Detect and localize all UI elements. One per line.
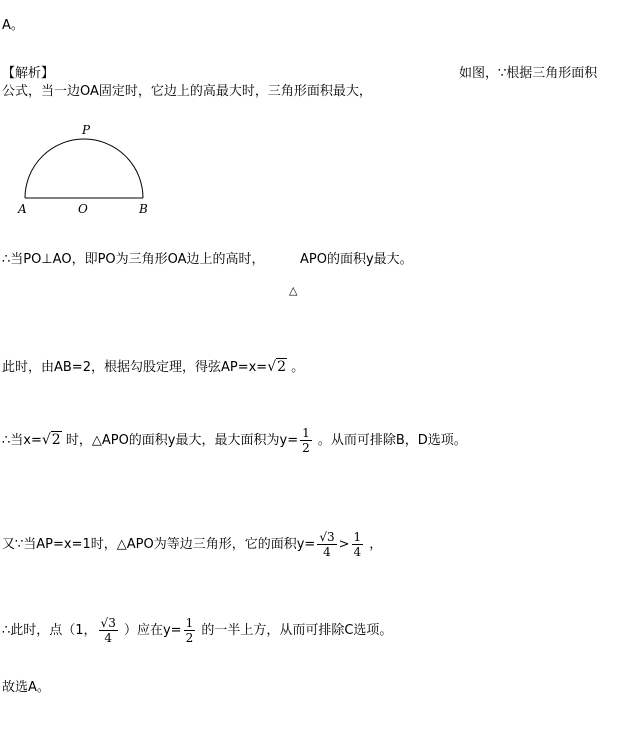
triangle-symbol: △ [289,284,298,297]
fraction-numerator: 1 [185,616,194,630]
sqrt-radicand: 2 [51,432,61,448]
fraction-one-half [300,426,312,455]
analysis-line5 [2,528,382,562]
label-o: O [78,202,88,216]
line3-end: 。 [291,360,305,375]
fraction-numerator: 1 [353,530,362,544]
fraction-numerator: √3 [100,616,116,630]
semicircle-figure [10,118,160,218]
analysis-line6 [2,614,392,648]
fraction-numerator: √3 [319,530,335,544]
label-a: A [18,202,27,216]
analysis-line2: ∴当PO⊥AO，即PO为三角形OA边上的高时， [2,252,265,267]
line5-text-b: ， [369,537,383,552]
conclusion: 故选A。 [2,680,50,695]
analysis-line2-right: APO的面积y最大。 [300,252,413,267]
line5-text-a: 又∵当AP=x=1时，△APO为等边三角形，它的面积y= [2,537,316,552]
fraction-denominator: 4 [323,545,331,559]
line6-text-b: ）应在y= [123,623,182,638]
fraction-numerator: 1 [302,426,310,440]
fraction-one-half [184,616,196,645]
line6-text-c: 的一半上方，从而可排除C选项。 [201,623,393,638]
fraction-sqrt3-over-4 [317,530,336,559]
line4-text-b: 时，△APO的面积y最大，最大面积为y= [65,433,299,448]
fraction-denominator: 4 [104,631,112,645]
fraction-sqrt3-over-4 [99,616,118,645]
analysis-line1-right: 如图，∵根据三角形面积 [459,66,598,81]
line4-text-a: ∴当x= [2,433,42,448]
line3-text: 此时，由AB=2，根据勾股定理，得弦AP=x= [2,360,268,375]
analysis-line4 [2,424,467,457]
semicircle-arc [25,139,143,198]
sqrt-two: √2 [41,432,61,448]
analysis-heading: 【解析】 [2,66,55,81]
fraction-denominator: 2 [185,631,194,645]
previous-answer: A。 [2,18,24,33]
analysis-line3 [2,356,304,375]
fraction-denominator: 2 [302,441,310,455]
analysis-line1-cont: 公式，当一边OA固定时，它边上的高最大时，三角形面积最大， [2,84,372,99]
fraction-denominator: 4 [353,545,362,559]
fraction-one-quarter [352,530,364,559]
greater-than-sign: > [338,537,350,552]
label-b: B [139,202,148,216]
label-p: P [82,123,91,137]
sqrt-two: √2 [267,359,287,375]
line6-text-a: ∴此时，点（1， [2,623,97,638]
sqrt-radicand: 2 [277,359,287,375]
line4-text-c: 。从而可排除B，D选项。 [317,433,467,448]
